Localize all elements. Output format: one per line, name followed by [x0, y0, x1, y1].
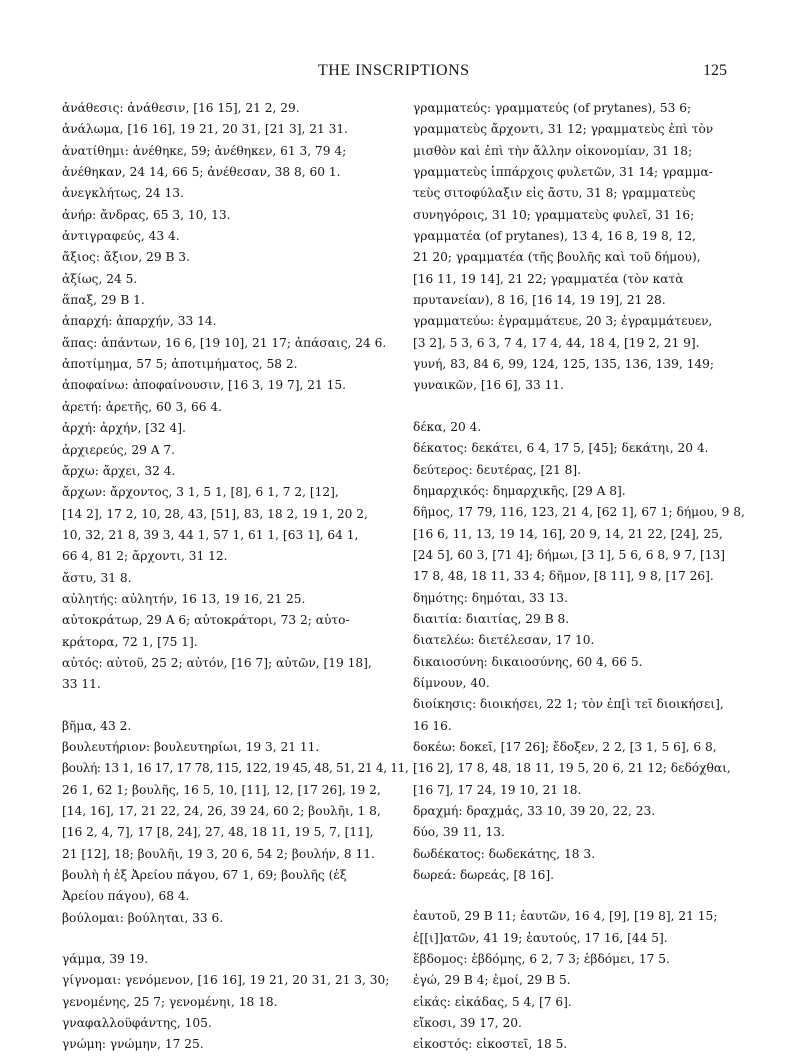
- index-entry: [413, 949, 731, 970]
- index-entry-line: 66 4, 81 2; ἄρχοντι, 31 12.: [62, 549, 228, 564]
- index-entry-line: ἄστυ, 31 8.: [62, 570, 132, 585]
- index-entry-line: δῆμος, 17 79, 116, 123, 21 4, [62 1], 67 1; δήμου, 9 8,: [413, 505, 745, 520]
- page-header: [0, 62, 792, 82]
- index-entry-line: ἀνεγκλήτως, 24 13.: [62, 186, 184, 201]
- index-entry-line: ἀπαρχή: ἀπαρχήν, 33 14.: [62, 314, 217, 329]
- index-entry-line: ἀνέθηκαν, 24 14, 66 5; ἀνέθεσαν, 38 8, 60 1.: [62, 165, 341, 180]
- index-entry: [62, 970, 392, 1013]
- index-entry-line: ἀποφαίνω: ἀποφαίνουσιν, [16 3, 19 7], 21 15.: [62, 378, 347, 393]
- index-entry: [62, 333, 392, 354]
- index-entry-line: ἀντιγραφεύς, 43 4.: [62, 229, 180, 244]
- index-entry-line: δύο, 39 11, 13.: [413, 825, 505, 840]
- index-entry-line: διαιτία: διαιτίας, 29 B 8.: [413, 611, 570, 626]
- index-entry: [413, 737, 731, 801]
- index-entry-line: 16 16.: [413, 718, 452, 733]
- index-entry-line: γυναικῶν, [16 6], 33 11.: [413, 378, 564, 393]
- index-entry: [62, 269, 392, 290]
- index-entry-line: 10, 32, 21 8, 39 3, 44 1, 57 1, 61 1, [63 1], 64 1,: [62, 527, 359, 542]
- index-entry-line: γραμματεύς: γραμματεύς (of prytanes), 53 6;: [413, 101, 692, 115]
- index-entry-line: ἀνήρ: ἄνδρας, 65 3, 10, 13.: [62, 207, 231, 222]
- index-entry: [62, 1034, 392, 1055]
- index-entry-line: ἀνάλωμα, [16 16], 19 21, 20 31, [21 3], 21 31.: [62, 122, 349, 137]
- index-entry-line: ἅπαξ, 29 B 1.: [62, 293, 145, 308]
- index-entry: [413, 970, 731, 991]
- index-entry: [62, 758, 409, 865]
- index-entry-line: εἰκοστός: εἰκοστεῖ, 18 5.: [413, 1037, 568, 1052]
- index-column-right: [413, 98, 745, 1056]
- index-entry-line: αὐτός: αὐτοῦ, 25 2; αὐτόν, [16 7]; αὐτῶν, [19 18],: [62, 655, 372, 670]
- index-entry: [62, 226, 392, 247]
- index-entry-line: [16 7], 17 24, 19 10, 21 18.: [413, 782, 582, 797]
- index-entry-line: ἕβδομος: ἑβδόμης, 6 2, 7 3; ἑβδόμει, 17 5.: [413, 952, 670, 967]
- index-entry: [62, 610, 392, 653]
- index-entry: [413, 460, 731, 481]
- index-entry-line: ἀποτίμημα, 57 5; ἀποτιμήματος, 58 2.: [62, 357, 298, 372]
- index-entry: [62, 440, 392, 461]
- index-entry-line: Ἀρείου πάγου), 68 4.: [62, 889, 190, 904]
- index-entry-line: ἐγώ, 29 B 4; ἐμοί, 29 B 5.: [413, 973, 571, 988]
- index-entry: [62, 397, 392, 418]
- index-entry: [62, 716, 392, 737]
- index-entry-line: δημότης: δημόται, 33 13.: [413, 590, 568, 605]
- index-entry-line: κράτορα, 72 1, [75 1].: [62, 634, 198, 649]
- index-entry-line: [14, 16], 17, 21 22, 24, 26, 39 24, 60 2; βουλῆι, 1 8,: [62, 804, 381, 818]
- index-entry: [413, 354, 731, 397]
- index-entry: [413, 630, 731, 651]
- index-entry: [62, 908, 392, 929]
- index-entry-line: δραχμή: δραχμάς, 33 10, 39 20, 22, 23.: [413, 804, 656, 818]
- index-entry: [413, 673, 731, 694]
- index-entry: [413, 481, 731, 502]
- index-entry-line: γραμματεὺς ἱππάρχοις φυλετῶν, 31 14; γραμμα-: [413, 165, 713, 180]
- index-entry-line: γραμματεύω: ἐγραμμάτευε, 20 3; ἐγραμμάτευεν,: [413, 314, 713, 329]
- index-entry-line: [14 2], 17 2, 10, 28, 43, [51], 83, 18 2, 19 1, 20 2,: [62, 506, 368, 521]
- index-entry-line: γνώμη: γνώμην, 17 25.: [62, 1037, 204, 1052]
- index-entry: [62, 589, 392, 610]
- index-entry-line: εἴκοσι, 39 17, 20.: [413, 1016, 522, 1031]
- index-entry: [413, 417, 731, 438]
- index-entry: [62, 354, 392, 375]
- index-entry: [413, 98, 731, 311]
- index-entry-line: ἄξιος: ἄξιον, 29 B 3.: [62, 250, 190, 265]
- index-entry-line: ἀρχιερεύς, 29 A 7.: [62, 442, 176, 457]
- index-entry-line: δέκατος: δεκάτει, 6 4, 17 5, [45]; δεκάτηι, 20 4.: [413, 441, 709, 456]
- index-entry-line: ἀρετή: ἀρετῆς, 60 3, 66 4.: [62, 399, 222, 414]
- index-entry-line: γίγνομαι: γενόμενον, [16 16], 19 21, 20 31, 21 3, 30;: [62, 973, 390, 988]
- index-entry: [413, 311, 731, 354]
- section-gap: [62, 929, 392, 949]
- index-entry: [62, 949, 392, 970]
- index-entry-line: αὐτοκράτωρ, 29 A 6; αὐτοκράτορι, 73 2; αὐτο-: [62, 613, 350, 628]
- index-entry-line: γραμματεὺς ἄρχοντι, 31 12; γραμματεὺς ἐπὶ τὸν: [413, 122, 714, 137]
- index-entry-line: [16 2, 4, 7], 17 [8, 24], 27, 48, 18 11, 19 5, 7, [11],: [62, 825, 374, 840]
- index-entry-line: δωρεά: δωρεάς, [8 16].: [413, 868, 555, 883]
- index-entry-line: δημαρχικός: δημαρχικῆς, [29 A 8].: [413, 483, 626, 498]
- index-entry: [62, 247, 392, 268]
- index-entry: [413, 502, 745, 587]
- index-entry-line: [16 11, 19 14], 21 22; γραμματέα (τὸν κατὰ: [413, 271, 684, 286]
- index-entry-line: ἑ[[ι]]ατῶν, 41 19; ἑαυτούς, 17 16, [44 5].: [413, 930, 668, 945]
- index-entry: [62, 98, 392, 119]
- index-entry-line: 26 1, 62 1; βουλῆς, 16 5, 10, [11], 12, [17 26], 19 2,: [62, 782, 381, 797]
- index-entry-line: γενομένης, 25 7; γενομένηι, 18 18.: [62, 994, 278, 1009]
- index-entry: [62, 141, 392, 184]
- index-entry: [413, 906, 731, 949]
- index-entry-line: βῆμα, 43 2.: [62, 718, 132, 733]
- index-entry-line: [24 5], 60 3, [71 4]; δήμωι, [3 1], 5 6, 6 8, 9 7, [13]: [413, 547, 725, 562]
- index-entry-line: 21 20; γραμματέα (τῆς βουλῆς καὶ τοῦ δήμου),: [413, 250, 701, 265]
- index-entry-line: εἰκάς: εἰκάδας, 5 4, [7 6].: [413, 994, 572, 1009]
- index-entry: [62, 461, 392, 482]
- section-gap: [413, 886, 731, 906]
- index-entry-line: γυνή, 83, 84 6, 99, 124, 125, 135, 136, 139, 149;: [413, 357, 714, 372]
- index-entry: [62, 205, 392, 226]
- index-entry: [413, 609, 731, 630]
- index-entry: [413, 652, 731, 673]
- index-entry: [413, 694, 731, 737]
- index-entry-line: ἑαυτοῦ, 29 B 11; ἑαυτῶν, 16 4, [9], [19 8], 21 15;: [413, 909, 718, 924]
- index-entry-line: ἅπας: ἁπάντων, 16 6, [19 10], 21 17; ἁπάσαις, 24 6.: [62, 335, 387, 350]
- section-gap: [413, 397, 731, 417]
- index-entry: [413, 992, 731, 1013]
- index-entry-line: δοκέω: δοκεῖ, [17 26]; ἔδοξεν, 2 2, [3 1, 5 6], 6 8,: [413, 739, 717, 754]
- index-entry-line: ἄρχων: ἄρχοντος, 3 1, 5 1, [8], 6 1, 7 2, [12],: [62, 485, 339, 500]
- index-entry: [62, 482, 392, 567]
- index-entry: [413, 844, 731, 865]
- section-gap: [62, 696, 392, 716]
- index-entry-line: τεὺς σιτοφύλαξιν εἰς ἄστυ, 31 8; γραμματεὺς: [413, 186, 696, 201]
- index-entry: [62, 568, 392, 589]
- index-entry-line: διοίκησις: διοικήσει, 22 1; τὸν ἐπ[ὶ τεῖ διοικήσει],: [413, 697, 724, 712]
- index-entry-line: ἀξίως, 24 5.: [62, 271, 138, 286]
- index-entry: [62, 865, 392, 908]
- index-entry: [413, 438, 731, 459]
- index-entry: [413, 1034, 731, 1055]
- running-title: THE INSCRIPTIONS: [318, 62, 470, 79]
- index-entry-line: αὐλητής: αὐλητήν, 16 13, 19 16, 21 25.: [62, 591, 306, 606]
- index-entry-line: βουλευτήριον: βουλευτηρίωι, 19 3, 21 11.: [62, 739, 320, 754]
- index-entry-line: γναφαλλοϋφάντης, 105.: [62, 1016, 212, 1031]
- index-entry: [62, 375, 392, 396]
- index-entry-line: ἀνάθεσις: ἀνάθεσιν, [16 15], 21 2, 29.: [62, 101, 300, 115]
- index-entry-line: γραμματέα (of prytanes), 13 4, 16 8, 19 8, 12,: [413, 229, 696, 244]
- index-entry-line: μισθὸν καὶ ἐπὶ τὴν ἄλλην οἰκονομίαν, 31 18;: [413, 143, 693, 158]
- index-entry-line: διατελέω: διετέλεσαν, 17 10.: [413, 633, 595, 648]
- index-entry-line: ἄρχω: ἄρχει, 32 4.: [62, 463, 176, 478]
- index-entry-line: δικαιοσύνη: δικαιοσύνης, 60 4, 66 5.: [413, 654, 643, 669]
- index-entry-line: ἀρχή: ἀρχήν, [32 4].: [62, 421, 186, 436]
- index-entry-line: δωδέκατος: δωδεκάτης, 18 3.: [413, 846, 596, 861]
- index-entry-line: [16 2], 17 8, 48, 18 11, 19 5, 20 6, 21 12; δεδόχθαι,: [413, 761, 731, 776]
- index-entry-line: δεύτερος: δευτέρας, [21 8].: [413, 462, 582, 477]
- index-entry: [62, 119, 392, 140]
- index-entry-line: συνηγόροις, 31 10; γραμματεὺς φυλεῖ, 31 16;: [413, 207, 695, 222]
- index-entry-line: δίμνουν, 40.: [413, 675, 490, 690]
- page-number: 125: [703, 62, 727, 79]
- index-entry-line: 17 8, 48, 18 11, 33 4; δῆμον, [8 11], 9 8, [17 26].: [413, 569, 714, 584]
- index-entry: [62, 183, 392, 204]
- index-entry: [62, 418, 392, 439]
- index-entry-line: γάμμα, 39 19.: [62, 952, 149, 967]
- index-entry-line: βουλή: 13 1, 16 17, 17 78, 115, 122, 19 45, 48, 51, 21 4, 11,: [62, 761, 409, 776]
- index-entry-line: 33 11.: [62, 677, 101, 692]
- index-entry: [62, 737, 392, 758]
- index-entry-line: [16 6, 11, 13, 19 14, 16], 20 9, 14, 21 22, [24], 25,: [413, 526, 723, 541]
- index-entry-line: βούλομαι: βούληται, 33 6.: [62, 910, 224, 925]
- index-entry-line: ἀνατίθημι: ἀνέθηκε, 59; ἀνέθηκεν, 61 3, 79 4;: [62, 143, 347, 158]
- index-entry: [413, 801, 731, 822]
- index-entry: [413, 822, 731, 843]
- index-entry-line: [3 2], 5 3, 6 3, 7 4, 17 4, 44, 18 4, [19 2, 21 9].: [413, 335, 700, 350]
- index-entry: [62, 311, 392, 332]
- index-column-left: [62, 98, 409, 1056]
- index-entry-line: δέκα, 20 4.: [413, 419, 482, 434]
- index-entry-line: βουλὴ ἡ ἐξ Ἀρείου πάγου, 67 1, 69; βουλῆς (ἐξ: [62, 868, 347, 883]
- index-entry: [62, 653, 392, 696]
- index-entry-line: πρυτανείαν), 8 16, [16 14, 19 19], 21 28.: [413, 293, 666, 308]
- index-entry: [413, 865, 731, 886]
- index-entry: [62, 290, 392, 311]
- index-entry: [413, 588, 731, 609]
- index-entry-line: 21 [12], 18; βουλῆι, 19 3, 20 6, 54 2; βουλήν, 8 11.: [62, 846, 375, 861]
